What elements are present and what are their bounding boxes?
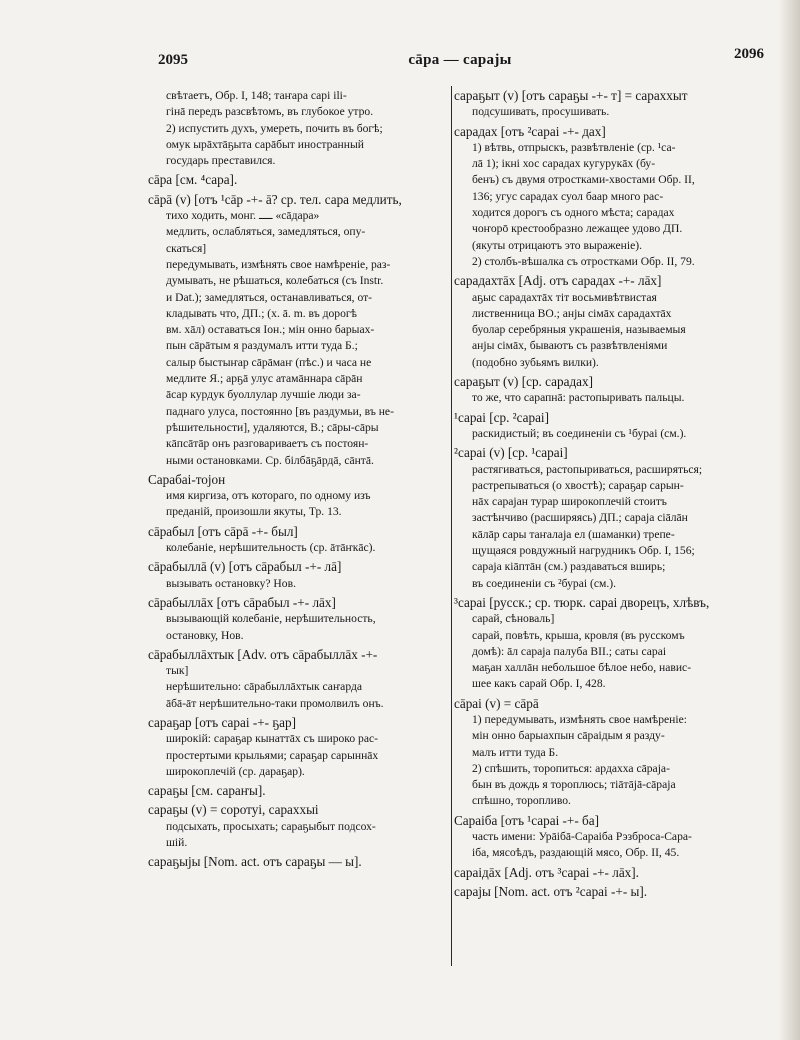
- entry-definition-line: подсушивать, просушивать.: [472, 105, 610, 119]
- entry-headword: сāрабыллā (v) [отъ сāрабыл -+- лā]: [148, 559, 342, 575]
- dictionary-entry: [454, 124, 776, 271]
- entry-definition-line: вызывающій колебаніе, нерѣшительность,: [166, 612, 376, 626]
- continued-text-line: гінā передъ разсвѣтомъ, въ глубокое утро.: [166, 105, 374, 119]
- entry-definition-line: малъ итти туда Б.: [472, 745, 559, 759]
- dictionary-entry: [148, 524, 448, 557]
- dictionary-entry: [454, 884, 776, 900]
- entry-definition-line: спѣшно, торопливо.: [472, 794, 571, 808]
- entry-definition-line: 1) вѣтвь, отпрыскъ, развѣтвленіе (ср. ¹са-: [472, 140, 676, 154]
- entry-headword: сāраі (v) = сāрā: [454, 695, 539, 711]
- entry-definition-line: кāпсāтāр онъ разговариваетъ съ постоян-: [166, 437, 369, 451]
- entry-definition-line: бын въ дождь я тороплюсь; тiāтājā-сāраjа: [472, 778, 676, 792]
- dictionary-entry: [454, 813, 776, 862]
- dictionary-entry: [148, 783, 448, 799]
- right-column: [454, 88, 776, 903]
- dictionary-entry: [148, 472, 448, 521]
- dictionary-entry: [454, 696, 776, 810]
- entry-definition-line: 2) спѣшить, торопиться: ардахха сāраjа-: [472, 761, 670, 775]
- right-page-number: 2096: [734, 46, 764, 62]
- entry-definition-line: сарай, повѣть, крыша, кровля (въ русскомъ: [472, 628, 685, 642]
- dictionary-entry: [148, 192, 448, 469]
- entry-headword: сарадах [отъ ²сараі -+- дах]: [454, 123, 606, 139]
- entry-definition-line: (якуты отрицаютъ это выраженіе).: [472, 238, 643, 252]
- entry-headword: сāрабыллāх [отъ сāрабыл -+- лāх]: [148, 594, 336, 610]
- entry-definition-line: аҕыс сарадахтāх тiт восьмивѣтвистая: [472, 290, 657, 304]
- dictionary-entry: [454, 865, 776, 881]
- entry-definition-line: растягиваться, растопыриваться, расширяться;: [472, 462, 703, 476]
- entry-headword: сараҕы [см. сараҥы].: [148, 783, 266, 799]
- entry-definition-line: растрепываться (о хвостѣ); сараҕар сарын-: [472, 478, 684, 492]
- entry-definition-line: сараjа кiāптāн (см.) раздаваться вширь;: [472, 560, 666, 574]
- entry-headword: сараҕыт (v) [ср. сарадах]: [454, 374, 593, 390]
- entry-headword: ¹сараі [ср. ²сараі]: [454, 409, 549, 425]
- entry-definition-line: āсар курдук буоллулар лучшіе люди за-: [166, 388, 361, 402]
- entry-headword: тык]: [166, 664, 189, 678]
- entry-definition-line: 2) столбъ-вѣшалка съ отростками Обр. II, 79.: [472, 254, 695, 268]
- entry-definition-line: кладывать что, ДП.; (x. ā. m. въ дорогѣ: [166, 306, 357, 320]
- entry-definition-line: подсыхать, просыхать; сараҕыбыт подсох-: [166, 819, 376, 833]
- dictionary-entry: [148, 172, 448, 188]
- dictionary-entry: [454, 88, 776, 121]
- entry-definition-line: щущаяся ровдужный нагрудникъ Обр. I, 156;: [472, 544, 695, 558]
- entry-headword: сāрабыл [отъ сāрā -+- был]: [148, 523, 298, 539]
- entry-definition-line: 136; угус сарадах суол баар много рас-: [472, 189, 664, 203]
- entry-headword: сараідāх [Adj. отъ ³сараі -+- лāх].: [454, 864, 639, 880]
- entry-headword: сāрабыллāхтык [Adv. отъ сāрабыллāх -+-: [148, 646, 378, 662]
- entry-definition-line: имя киргиза, отъ котораго, по одному изъ: [166, 489, 371, 503]
- entry-definition-line: широкоплечій (ср. дараҕар).: [166, 764, 305, 778]
- entry-definition-line: чоҥорō крестообразно лежащее удово ДП.: [472, 222, 683, 236]
- dictionary-entry: [454, 445, 776, 592]
- entry-headword: сараҕы (v) = соротуі, сараххыі: [148, 802, 319, 818]
- entry-headword: сараҕар [отъ сараі -+- ҕар]: [148, 714, 296, 730]
- continued-text-line: свѣтаетъ, Обр. I, 148; таҥара сарі іlі-: [166, 89, 347, 102]
- dictionary-entry: [148, 647, 448, 712]
- entry-definition-line: и Dat.); замедляться, останавливаться, от-: [166, 290, 373, 304]
- entry-definition-line: простертыми крыльями; сараҕар сарыннāх: [166, 748, 379, 762]
- entry-definition-line: передумывать, измѣнять свое намѣреніе, раз-: [166, 257, 391, 271]
- entry-definition-line: маҕан халлāн небольшое бѣлое небо, навис-: [472, 661, 692, 675]
- dictionary-entry: [148, 715, 448, 780]
- entry-definition-line: паднаго улуса, постоянно [въ раздумьи, въ не-: [166, 404, 394, 418]
- entry-definition-line: мін онно барыахпын сāраідым я разду-: [472, 729, 665, 743]
- dictionary-entry: [454, 410, 776, 443]
- entry-definition-line: 1) передумывать, измѣнять свое намѣреніе:: [472, 712, 687, 726]
- entry-headword: сāра [см. ⁴сара].: [148, 172, 238, 188]
- continued-text-line: 2) испустить духъ, умереть, почить въ богѣ;: [166, 121, 383, 135]
- entry-definition-line: медлите Я.; арҕā улус атамāннара сāрāн: [166, 372, 363, 386]
- continued-text-line: государь преставился.: [166, 154, 276, 168]
- entry-definition-line: салыр быстыҥар сāрāмаҥ (пѣс.) и часа не: [166, 355, 372, 369]
- entry-definition-line: скаться]: [166, 241, 207, 255]
- dictionary-entry: [454, 374, 776, 407]
- entry-headword: сараҕыjы [Nom. act. отъ сараҕы — ы].: [148, 854, 362, 870]
- entry-headword: сараjы [Nom. act. отъ ²сараі -+- ы].: [454, 883, 648, 899]
- dictionary-entry: [454, 595, 776, 693]
- entry-definition-line: домѣ): āл сараjа палуба ВII.; сатьı сараі: [472, 644, 667, 658]
- entry-definition-line: остановку, Нов.: [166, 628, 244, 642]
- entry-definition-line: ходится дорогъ съ одного мѣста; сарадах: [472, 206, 675, 220]
- entry-definition-line: лиственница ВО.; анjы сiмāх сарадахтāх: [472, 306, 672, 320]
- entry-definition-line: въ соединеніи съ ²бураі (см.).: [472, 576, 616, 590]
- running-title: сāра — сараjы: [408, 52, 512, 68]
- entry-definition-line: бенъ) съ двумя отростками-хвостами Обр. II,: [472, 173, 695, 187]
- page-edge-shadow: [778, 0, 800, 1040]
- entry-definition-line: колебаніе, нерѣшительность (ср. āтāҥкāс).: [166, 541, 376, 555]
- entry-definition-line: буолар серебряныя украшенія, называемыя: [472, 323, 686, 337]
- dictionary-entry: [148, 559, 448, 592]
- entry-definition-line: преданій, произошли якуты, Тр. 13.: [166, 505, 342, 519]
- entry-definition-line: медлить, ослабляться, замедляться, опу-: [166, 225, 366, 239]
- entry-definition-line: часть имени: Урāібā-Сараіба Рэзброса-Сара-: [472, 830, 692, 844]
- entry-headword: ²сараі (v) [ср. ¹сараі]: [454, 445, 568, 461]
- entry-definition-line: широкій: сараҕар кынаттāх съ широко рас-: [166, 732, 378, 746]
- entry-definition-line: думывать, не рѣшаться, колебаться (съ Instr.: [166, 274, 384, 288]
- entry-definition-line: лā 1); ікнi хос сарадах кугурукāх (бу-: [472, 157, 656, 171]
- entry-definition-line: рѣшительности], удаляются, В.; сāры-сāры: [166, 420, 379, 434]
- entry-definition-line: нерѣшительно: сāрабыллāхтык саҥарда: [166, 680, 363, 694]
- dictionary-entry: [148, 802, 448, 851]
- dictionary-entry: [148, 595, 448, 644]
- dictionary-entry: [148, 854, 448, 870]
- entry-definition-line: вм. хāл) оставаться Іон.; мін онно барыах-: [166, 323, 375, 337]
- entry-headword: ³сараі [русск.; ср. тюрк. сараі дворецъ, хлѣвъ,: [454, 594, 710, 610]
- entry-definition-line: кāлāр сары таҥалаjа ел (шаманки) трепе-: [472, 527, 675, 541]
- entry-definition-line: анjы сiмāх, бываютъ съ развѣтвленіями: [472, 339, 668, 353]
- entry-definition-line: пын сāрāтым я раздумалъ итти туда Б.;: [166, 339, 358, 353]
- left-column: [148, 88, 448, 874]
- entry-definition-line: āбā-āт нерѣшительно-таки промолвилъ онъ.: [166, 696, 384, 710]
- column-divider: [451, 86, 452, 966]
- entry-headword: Сараіба [отъ ¹сараі -+- ба]: [454, 812, 600, 828]
- entry-definition-line: ными остановками. Ср. бiлбāҕāрдā, сāнтā.: [166, 453, 374, 467]
- entry-definition-line: тихо ходить, монг. ــــ «сāдара»: [166, 209, 320, 223]
- entry-headword: сараҕыт (v) [отъ сараҕы -+- т] = сараххыт: [454, 88, 688, 103]
- entry-definition-line: нāх сараjан турар широкоплечій стоитъ: [472, 495, 667, 509]
- entry-definition-line: раскидистый; въ соединеніи съ ¹бураі (см.).: [472, 426, 687, 440]
- left-page-number: 2095: [158, 52, 188, 68]
- entry-headword: сарадахтāх [Adj. отъ сарадах -+- лāх]: [454, 273, 662, 289]
- entry-definition-line: вызывать остановку? Нов.: [166, 576, 296, 590]
- continued-entry: [148, 88, 448, 169]
- entry-definition-line: іба, мясоѣдъ, раздающій мясо, Обр. II, 45.: [472, 846, 680, 860]
- entry-headword: сарай, сѣноваль]: [472, 612, 555, 626]
- continued-text-line: омук ырāхтāҕыта сарāбыт иностранный: [166, 137, 364, 151]
- page-header: [150, 46, 770, 74]
- entry-definition-line: шее какъ сарай Обр. I, 428.: [472, 677, 606, 691]
- dictionary-entry: [454, 273, 776, 371]
- entry-headword: сāрā (v) [отъ ¹сāр -+- ā? ср. тел. сара медлить,: [148, 191, 402, 207]
- entry-definition-line: (подобно зубьямъ вилки).: [472, 355, 599, 369]
- entry-headword: Сарабаі-тоjон: [148, 471, 226, 487]
- entry-definition-line: шій.: [166, 836, 188, 850]
- entry-definition-line: то же, что сарапнā: растопыривать пальцы.: [472, 391, 685, 405]
- entry-definition-line: застѣнчиво (расширяясь) ДП.; сараjа сiāлāн: [472, 511, 688, 525]
